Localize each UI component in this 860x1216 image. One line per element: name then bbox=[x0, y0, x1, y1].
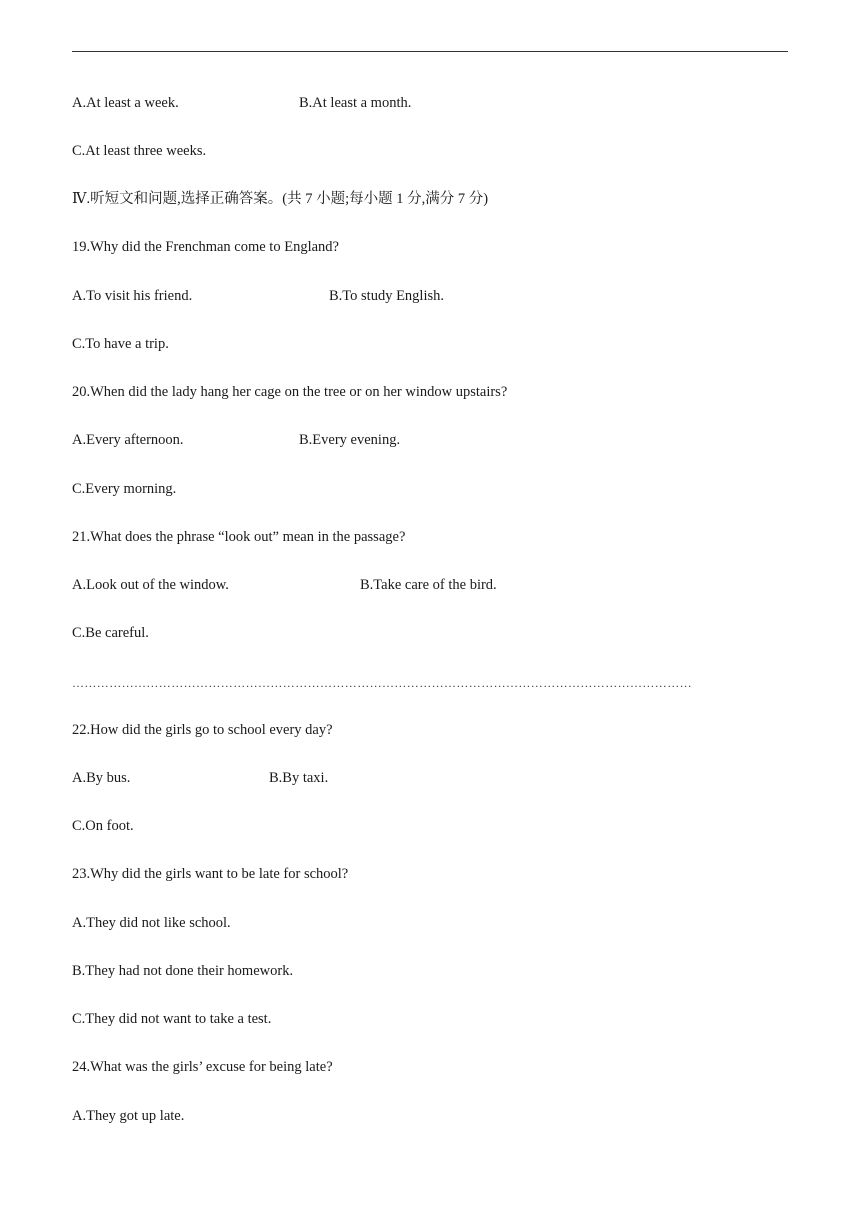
q23-option-a: A.They did not like school. bbox=[72, 915, 231, 931]
q20-question: 20.When did the lady hang her cage on the tree or on her window upstairs? bbox=[72, 384, 508, 400]
q23-question: 23.Why did the girls want to be late for school? bbox=[72, 866, 349, 882]
header-rule bbox=[72, 51, 788, 52]
q21-option-c: C.Be careful. bbox=[72, 625, 149, 641]
q22-option-c: C.On foot. bbox=[72, 818, 134, 834]
q19-option-b: B.To study English. bbox=[329, 288, 444, 304]
q19-question: 19.Why did the Frenchman come to England? bbox=[72, 239, 339, 255]
q22-option-a: A.By bus. bbox=[72, 770, 131, 786]
q22-question: 22.How did the girls go to school every day? bbox=[72, 722, 333, 738]
q24-option-a: A.They got up late. bbox=[72, 1108, 185, 1124]
q21-option-row bbox=[72, 576, 497, 594]
q18-option-a: A.At least a week. bbox=[72, 95, 179, 111]
q18-option-row bbox=[72, 94, 412, 112]
q21-question: 21.What does the phrase “look out” mean in the passage? bbox=[72, 529, 406, 545]
q21-option-a: A.Look out of the window. bbox=[72, 577, 229, 593]
q24-question: 24.What was the girls’ excuse for being late? bbox=[72, 1059, 333, 1075]
q22-option-b: B.By taxi. bbox=[269, 770, 329, 786]
q18-option-c: C.At least three weeks. bbox=[72, 143, 207, 159]
q23-option-b: B.They had not done their homework. bbox=[72, 963, 294, 979]
section-heading: Ⅳ.听短文和问题,选择正确答案。(共 7 小题;每小题 1 分,满分 7 分) bbox=[72, 191, 489, 207]
q18-option-b: B.At least a month. bbox=[299, 95, 412, 111]
q20-option-row bbox=[72, 431, 401, 449]
q21-option-b: B.Take care of the bird. bbox=[360, 577, 497, 593]
q20-option-b: B.Every evening. bbox=[299, 432, 401, 448]
dotted-separator: …………………………………………………………………………………………………………………………………… bbox=[72, 676, 692, 690]
q20-option-a: A.Every afternoon. bbox=[72, 432, 184, 448]
q19-option-c: C.To have a trip. bbox=[72, 336, 169, 352]
q20-option-c: C.Every morning. bbox=[72, 481, 177, 497]
q19-option-a: A.To visit his friend. bbox=[72, 288, 193, 304]
q19-option-row bbox=[72, 287, 444, 305]
q22-option-row bbox=[72, 769, 329, 787]
q23-option-c: C.They did not want to take a test. bbox=[72, 1011, 272, 1027]
